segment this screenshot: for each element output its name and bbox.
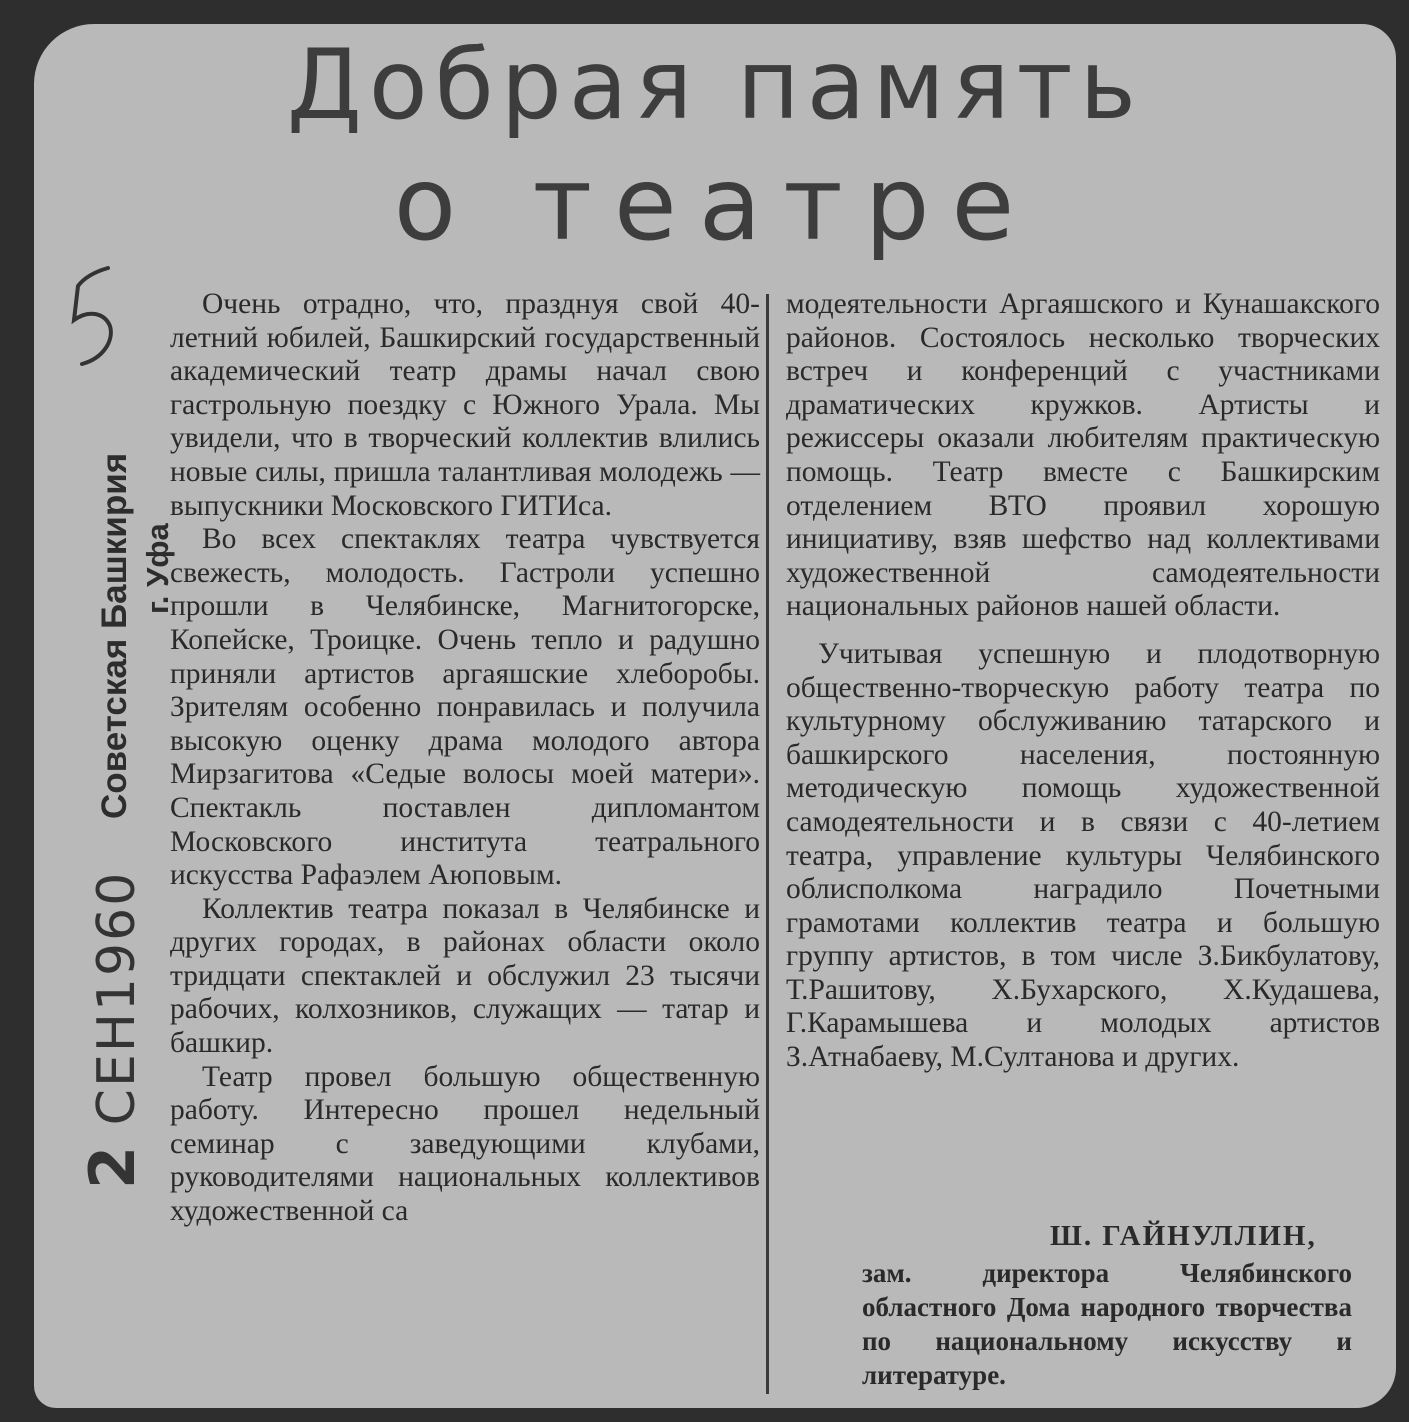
headline-line-1: Добрая память [286,29,1144,141]
column-divider [766,294,769,1394]
handwritten-mark-icon [64,262,124,372]
paragraph: Во всех спектаклях театра чувствуется свежесть, молодость. Гастроли успешно прошли в Челябинске, Магнитогорске, Копейске, Троицке. Очень тепло и радушно приняли артистов аргаяшские хлеборобы. Зрителям особенно понравилась и получила высокую оценку драма молодого автора Мирзагитова «Седые волосы моей матери». Спектакль поставлен дипломантом Московского института театрального искусства Рафаэлем Аюповым. [170,523,760,892]
headline-line-2: о театре [393,145,1037,264]
stamp-city: г. Уфа [140,523,175,614]
newspaper-clipping [34,24,1396,1408]
stamp-month: СЕН [87,1011,147,1126]
stamp-year: 1960 [87,870,147,1012]
date-stamp [76,871,149,1189]
paragraph: Театр провел большую общественную работу. Интересно прошел недельный семинар с заведующими клубами, руководителями национальных коллективов художественной са [170,1060,760,1228]
stamp-newspaper-name: Советская Башкирия [95,452,134,819]
paragraph: Учитывая успешную и плодотворную общественно-творческую работу театра по культурному обслуживанию татарского и башкирского населения, постоянную методическую помощь художественной самодеятельности и в связи с 40-летием театра, управление культуры Челябинского облисполкома наградило Почетными грамотами коллектив театра и большую группу артистов, в том числе З.Бикбулатову, Т.Рашитову, Х.Бухарского, Х.Кудашева, Г.Карамышева и молодых артистов З.Атнабаеву, М.Султанова и других. [786,637,1380,1074]
article-left-column [170,288,760,1229]
article-right-column [786,288,1380,1075]
paragraph: модеятельности Аргаяшского и Кунашакского районов. Состоялось несколько творческих встреч и конференций с участниками драматических кружков. Артисты и режиссеры оказали любителям практическую помощь. Театр вместе с Башкирским отделением ВТО проявил хорошую инициативу, взяв шефство над коллективами художественной самодеятельности национальных районов нашей области. [786,288,1380,623]
author-position: зам. директора Челябинского областного Дома народного творчества по национальному искусству и литературе. [862,1258,1352,1390]
author-name: Ш. ГАЙНУЛЛИН, [1050,1220,1317,1252]
paragraph: Коллектив театра показал в Челябинске и других городах, в районах области около тридцати спектаклей и обслужил 23 тысячи рабочих, колхозников, служащих — татар и башкир. [170,892,760,1060]
stamp-day: 2 [76,1143,149,1189]
paragraph: Очень отрадно, что, празднуя свой 40-летний юбилей, Башкирский государственный академический театр драмы начал свою гастрольную поездку с Южного Урала. Мы увидели, что в творческий коллектив влились новые силы, пришла талантливая молодежь — выпускники Московского ГИТИса. [170,288,760,522]
